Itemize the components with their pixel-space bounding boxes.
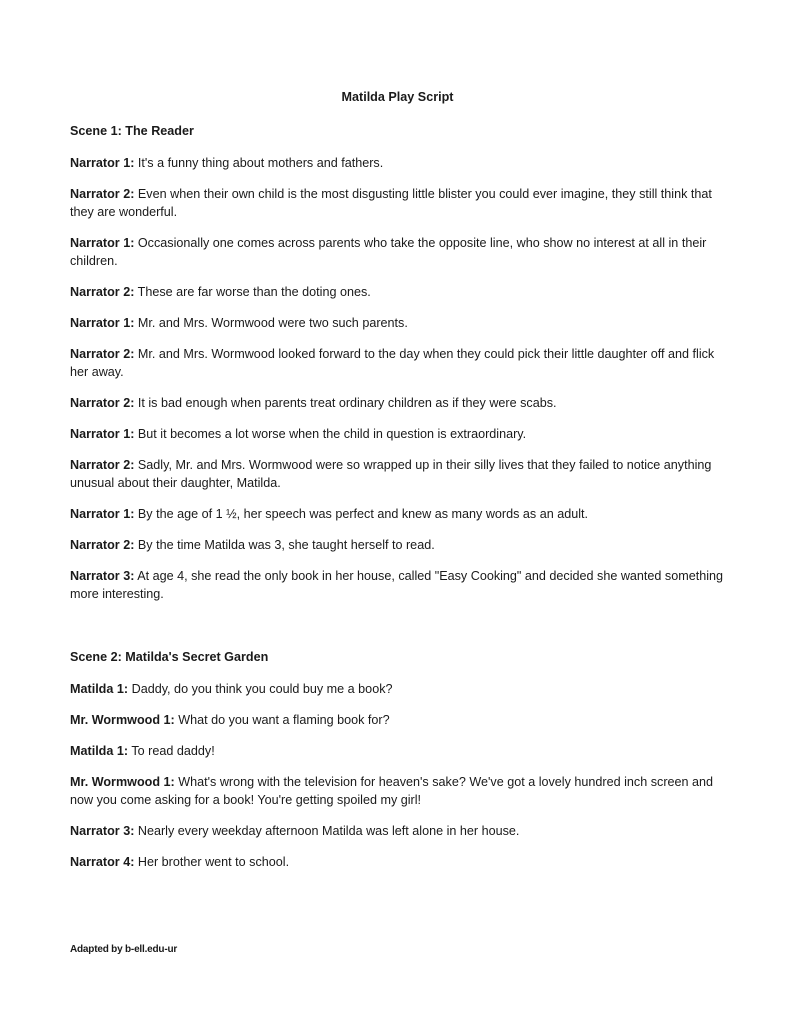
- dialogue-line: [70, 394, 725, 412]
- dialogue-text: Her brother went to school.: [137, 855, 290, 869]
- speaker-name: Narrator 4:: [70, 855, 135, 869]
- dialogue-line: [70, 505, 725, 523]
- dialogue-text: It's a funny thing about mothers and fathers.: [137, 156, 384, 170]
- dialogue-line: [70, 711, 725, 729]
- dialogue-text: These are far worse than the doting ones.: [137, 285, 371, 299]
- dialogue-text: Nearly every weekday afternoon Matilda was left alone in her house.: [137, 824, 520, 838]
- dialogue-line: [70, 185, 725, 221]
- speaker-name: Narrator 3:: [70, 824, 135, 838]
- dialogue-line: [70, 456, 725, 492]
- dialogue-text: But it becomes a lot worse when the child in question is extraordinary.: [137, 427, 527, 441]
- dialogue-line: [70, 234, 725, 270]
- speaker-name: Narrator 2:: [70, 538, 135, 552]
- speaker-name: Narrator 1:: [70, 236, 135, 250]
- dialogue-line: [70, 853, 725, 871]
- dialogue-text: Mr. and Mrs. Wormwood were two such parents.: [137, 316, 408, 330]
- scenes-container: [70, 122, 725, 871]
- speaker-name: Narrator 2:: [70, 285, 135, 299]
- page-title: Matilda Play Script: [341, 90, 454, 104]
- speaker-name: Narrator 2:: [70, 187, 135, 201]
- scene-heading: Scene 1: The Reader: [70, 124, 194, 138]
- dialogue-line: [70, 567, 725, 603]
- dialogue-line: [70, 680, 725, 698]
- dialogue-line: [70, 822, 725, 840]
- dialogue-line: [70, 345, 725, 381]
- speaker-name: Narrator 2:: [70, 396, 135, 410]
- scene-heading: Scene 2: Matilda's Secret Garden: [70, 650, 269, 664]
- dialogue-text: Even when their own child is the most disgusting little blister you could ever imagine, they still think that they are wonderful.: [70, 187, 712, 219]
- dialogue-text: By the time Matilda was 3, she taught herself to read.: [137, 538, 435, 552]
- dialogue-text: Mr. and Mrs. Wormwood looked forward to the day when they could pick their little daughter off and flick her away.: [70, 347, 715, 379]
- dialogue-text: It is bad enough when parents treat ordinary children as if they were scabs.: [137, 396, 557, 410]
- dialogue-text: To read daddy!: [131, 744, 215, 758]
- dialogue-text: Sadly, Mr. and Mrs. Wormwood were so wrapped up in their silly lives that they failed to notice anything unusual about their daughter, Matilda.: [70, 458, 712, 490]
- dialogue-text: By the age of 1 ½, her speech was perfect and knew as many words as an adult.: [137, 507, 589, 521]
- speaker-name: Narrator 1:: [70, 507, 135, 521]
- speaker-name: Narrator 2:: [70, 347, 135, 361]
- dialogue-line: [70, 742, 725, 760]
- dialogue-text: What's wrong with the television for heaven's sake? We've got a lovely hundred inch screen and now you come asking for a book! You're getting spoiled my girl!: [70, 775, 714, 807]
- speaker-name: Mr. Wormwood 1:: [70, 713, 175, 727]
- dialogue-line: [70, 314, 725, 332]
- dialogue-text: Occasionally one comes across parents who take the opposite line, who show no interest at all in their children.: [70, 236, 707, 268]
- dialogue-text: At age 4, she read the only book in her house, called "Easy Cooking" and decided she wanted something more interesting.: [70, 569, 724, 601]
- dialogue-line: [70, 536, 725, 554]
- dialogue-line: [70, 283, 725, 301]
- speaker-name: Narrator 3:: [70, 569, 135, 583]
- speaker-name: Narrator 1:: [70, 427, 135, 441]
- dialogue-text: Daddy, do you think you could buy me a book?: [131, 682, 393, 696]
- speaker-name: Narrator 1:: [70, 316, 135, 330]
- script-page: [70, 88, 725, 884]
- speaker-name: Narrator 1:: [70, 156, 135, 170]
- speaker-name: Narrator 2:: [70, 458, 135, 472]
- speaker-name: Matilda 1:: [70, 682, 129, 696]
- dialogue-text: What do you want a flaming book for?: [178, 713, 390, 727]
- dialogue-line: [70, 773, 725, 809]
- dialogue-line: [70, 425, 725, 443]
- speaker-name: Matilda 1:: [70, 744, 129, 758]
- dialogue-line: [70, 154, 725, 172]
- speaker-name: Mr. Wormwood 1:: [70, 775, 175, 789]
- footer-credit: Adapted by b-ell.edu-ur: [70, 944, 178, 955]
- scene-divider: [70, 616, 725, 648]
